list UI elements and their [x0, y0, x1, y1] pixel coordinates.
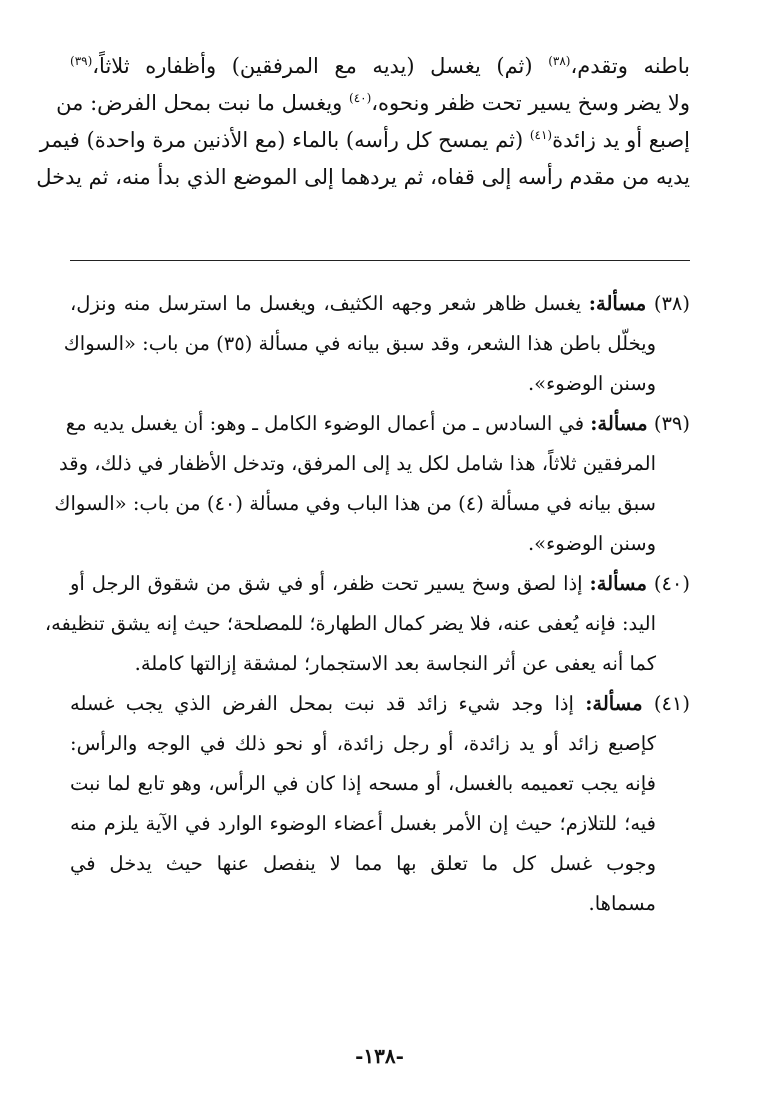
footnote-number: (٣٨)	[653, 292, 690, 315]
footnote-number: (٤٠)	[653, 572, 690, 595]
footnote-line: المرفقين ثلاثاً، هذا شامل لكل يد إلى المرفق، وتدخل الأظفار في ذلك، وقد	[59, 452, 656, 475]
footnote-line: اليد: فإنه يُعفى عنه، فلا يضر كمال الطهارة؛ للمصلحة؛ حيث إنه يشق تنظيفه،	[44, 612, 656, 635]
footnote-first-line	[65, 404, 690, 444]
main-line: إصبع أو يد زائدة$^{(٤١)}$ (ثم يمسح كل رأسه) بالماء (مع الأذنين مرة واحدة) فيمر	[39, 128, 690, 152]
footnote-line: وسنن الوضوء».	[527, 372, 656, 395]
footnote-41	[70, 684, 690, 924]
footnote-first-line	[70, 564, 690, 604]
main-text-body	[36, 44, 691, 196]
footnote-line: فيه؛ للتلازم؛ حيث إن الأمر بغسل أعضاء الوضوء الوارد في الآية يلزم منه	[70, 812, 656, 835]
footnote-line: كما أنه يعفى عن أثر النجاسة بعد الاستجمار؛ لمشقة إزالتها كاملة.	[134, 652, 656, 675]
main-line: باطنه وتقدم،$^{(٣٨)}$ (ثم) يغسل (يديه مع المرفقين) وأظفاره ثلاثاً،$^{(٣٩)}$	[70, 54, 691, 78]
footnote-label: مسألة:	[585, 692, 643, 715]
footnote-label: مسألة:	[589, 572, 647, 595]
footnote-divider	[70, 260, 690, 261]
footnote-text: في السادس ـ من أعمال الوضوء الكامل ـ وهو: أن يغسل يديه مع	[65, 412, 585, 435]
footnote-number: (٣٩)	[653, 412, 690, 435]
footnote-line: وجوب غسل كل ما تعلق بها مما لا ينفصل عنها حيث يدخل في	[70, 852, 656, 875]
footnote-first-line	[70, 284, 690, 324]
footnote-line: وسنن الوضوء».	[527, 532, 656, 555]
footnote-text: إذا لصق وسخ يسير تحت ظفر، أو في شق من شقوق الرجل أو	[70, 572, 583, 595]
footnote-label: مسألة:	[590, 412, 648, 435]
book-page	[36, 44, 691, 1074]
footnote-38	[63, 284, 690, 404]
footnotes-section	[44, 284, 690, 924]
footnote-line: سبق بيانه في مسألة (٤) من هذا الباب وفي مسألة (٤٠) من باب: «السواك	[54, 492, 656, 515]
footnote-label: مسألة:	[588, 292, 647, 315]
footnote-text: يغسل ظاهر شعر وجهه الكثيف، ويغسل ما استرسل منه ونزل،	[70, 292, 582, 315]
footnote-first-line	[70, 684, 690, 724]
footnote-line: كإصبع زائد أو يد زائدة، أو رجل زائدة، أو نحو ذلك في الوجه والرأس:	[70, 732, 656, 755]
footnote-number: (٤١)	[653, 692, 690, 715]
footnote-line: مسماها.	[588, 892, 656, 915]
page-number: -١٣٨-	[355, 1044, 404, 1068]
main-line: ولا يضر وسخ يسير تحت ظفر ونحوه،$^{(٤٠)}$ ويغسل ما نبت بمحل الفرض: من	[56, 91, 690, 115]
footnote-line: ويخلّل باطن هذا الشعر، وقد سبق بيانه في مسألة (٣٥) من باب: «السواك	[63, 332, 656, 355]
footnote-40	[44, 564, 690, 684]
main-line: يديه من مقدم رأسه إلى قفاه، ثم يردهما إلى الموضع الذي بدأ منه، ثم يدخل	[36, 165, 690, 189]
footnote-text: إذا وجد شيء زائد قد نبت بمحل الفرض الذي يجب غسله	[70, 692, 574, 715]
footnote-39	[54, 404, 690, 564]
footnote-line: فإنه يجب تعميمه بالغسل، أو مسحه إذا كان في الرأس، وهو تابع لما نبت	[70, 772, 656, 795]
